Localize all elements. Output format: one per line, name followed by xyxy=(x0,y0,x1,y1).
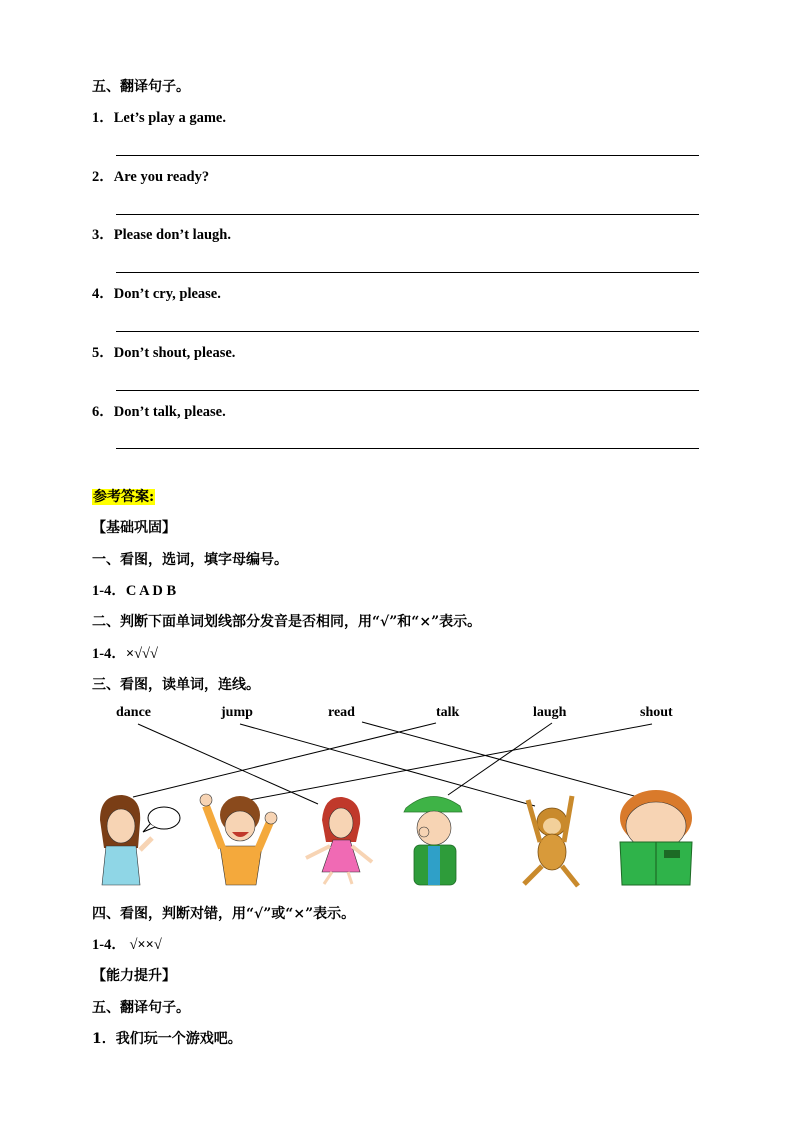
line-shout xyxy=(244,724,652,801)
line-laugh xyxy=(448,723,552,795)
boy-crying-icon xyxy=(404,796,462,885)
word-dance: dance xyxy=(116,705,151,720)
sentence-6: 6．Don’t talk, please. xyxy=(92,404,226,420)
q2-title: 二、判断下面单词划线部分发音是否相同，用“√”和“×”表示。 xyxy=(92,614,482,630)
sentence-1: 1．Let’s play a game. xyxy=(92,110,226,126)
matching-lines xyxy=(133,722,652,806)
q5-answer-1: 1．我们玩一个游戏吧。 xyxy=(92,1031,242,1047)
q4-title: 四、看图，判断对错，用“√”或“×”表示。 xyxy=(92,906,356,922)
word-talk: talk xyxy=(436,705,460,720)
girl-dancing-icon xyxy=(306,797,372,884)
q5-title: 五、翻译句子。 xyxy=(92,1000,190,1016)
boy-reading-icon xyxy=(620,790,692,885)
q1-answer: 1-4．C A D B xyxy=(92,583,177,599)
boy-laughing-icon xyxy=(200,794,277,885)
q4-answer: 1-4． √××√ xyxy=(92,937,162,953)
sentence-3: 3．Please don’t laugh. xyxy=(92,227,231,243)
answer-key-title: 参考答案: xyxy=(93,489,155,505)
section-title: 五、翻译句子。 xyxy=(92,79,190,95)
q1-title: 一、看图，选词，填字母编号。 xyxy=(92,552,288,568)
sentence-5: 5．Don’t shout, please. xyxy=(92,345,236,361)
sentence-4: 4．Don’t cry, please. xyxy=(92,286,221,302)
q2-answer: 1-4．×√√√ xyxy=(92,646,158,662)
monkey-jumping-icon xyxy=(524,796,578,886)
basic-header: 【基础巩固】 xyxy=(92,520,176,536)
girl-talking-icon xyxy=(100,795,180,885)
advanced-header: 【能力提升】 xyxy=(92,968,176,984)
line-talk xyxy=(133,723,436,797)
word-read: read xyxy=(328,705,355,720)
q3-title: 三、看图，读单词，连线。 xyxy=(92,677,260,693)
sentence-2: 2．Are you ready? xyxy=(92,169,210,185)
word-jump: jump xyxy=(221,705,253,720)
word-shout: shout xyxy=(640,705,673,720)
word-laugh: laugh xyxy=(533,705,567,720)
